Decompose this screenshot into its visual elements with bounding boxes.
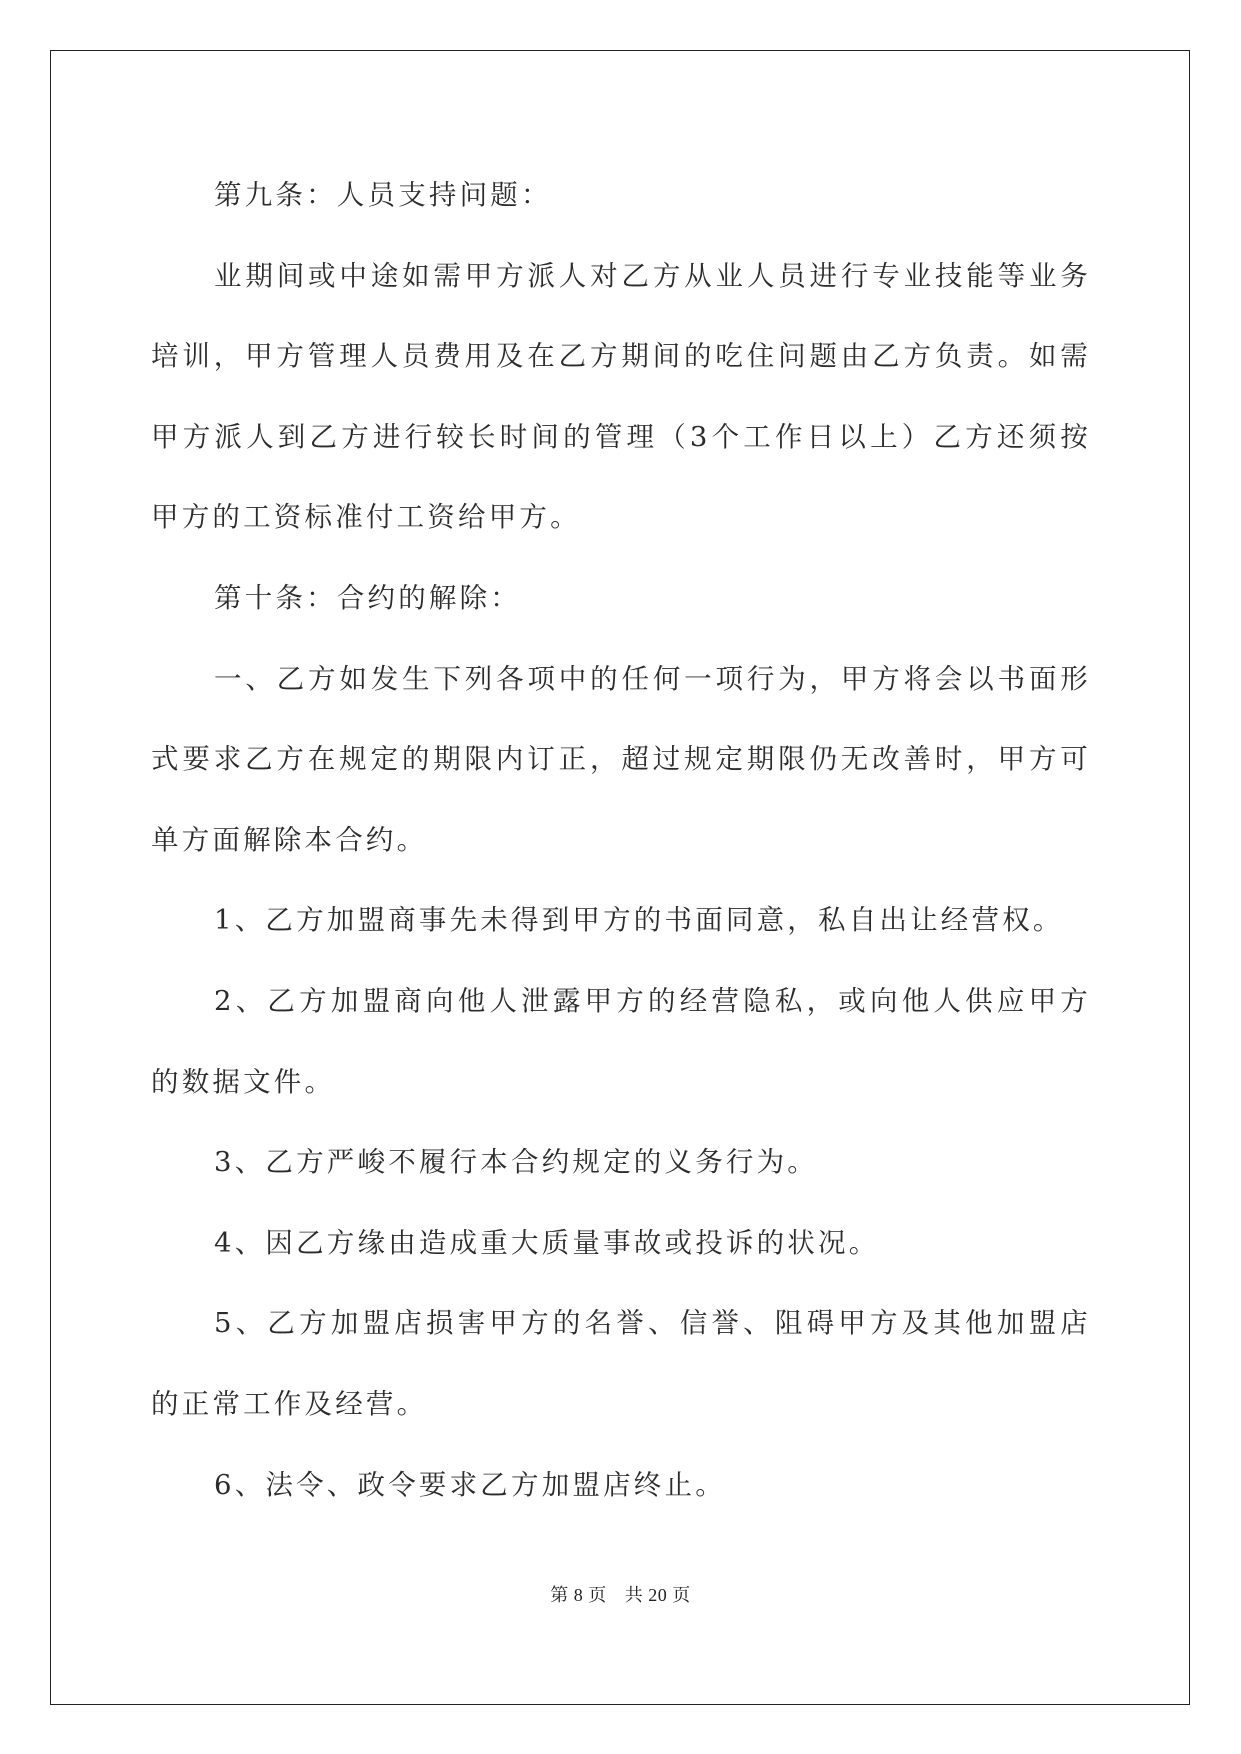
page-number: 第 8 页	[550, 1585, 607, 1605]
article-9-paragraph: 业期间或中途如需甲方派人对乙方从业人员进行专业技能等业务培训，甲方管理人员费用及在乙方期间的吃住问题由乙方负责。如需甲方派人到乙方进行较长时间的管理（3个工作日以上）乙方还须按甲方的工资标准付工资给甲方。	[151, 259, 1091, 534]
article-9-heading: 第九条：人员支持问题：	[214, 179, 552, 211]
document-body	[151, 155, 1091, 1525]
list-item-3: 3、乙方严峻不履行本合约规定的义务行为。	[214, 1146, 818, 1179]
list-item-1: 1、乙方加盟商事先未得到甲方的书面同意，私自出让经营权。	[214, 904, 1064, 937]
article-10-clause-1: 一、乙方如发生下列各项中的任何一项行为，甲方将会以书面形式要求乙方在规定的期限内订正，超过规定期限仍无改善时，甲方可单方面解除本合约。	[151, 662, 1091, 856]
list-item-4: 4、因乙方缘由造成重大质量事故或投诉的状况。	[214, 1226, 880, 1259]
article-10-heading: 第十条：合约的解除：	[214, 581, 521, 614]
page-total: 共 20 页	[624, 1585, 691, 1605]
page-footer	[0, 1581, 1241, 1607]
list-item-6: 6、法令、政令要求乙方加盟店终止。	[214, 1468, 726, 1501]
list-item-2: 2、乙方加盟商向他人泄露甲方的经营隐私，或向他人供应甲方的数据文件。	[151, 984, 1091, 1098]
list-item-5: 5、乙方加盟店损害甲方的名誉、信誉、阻碍甲方及其他加盟店的正常工作及经营。	[151, 1307, 1091, 1420]
